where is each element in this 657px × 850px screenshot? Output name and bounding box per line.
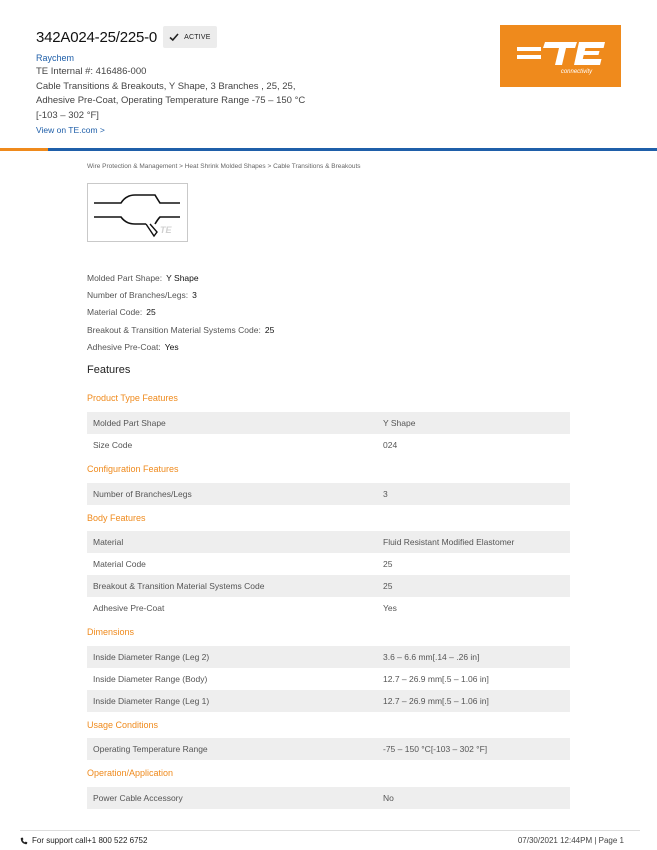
description-line: Adhesive Pre-Coat, Operating Temperature Range -75 – 150 °C: [36, 95, 306, 106]
title-row: [36, 26, 217, 48]
status-text: ACTIVE: [184, 33, 211, 41]
features-heading: Features: [87, 364, 131, 376]
header-divider: [48, 148, 657, 151]
footer-divider: [20, 830, 640, 831]
table-row: Breakout & Transition Material Systems Code 25: [87, 575, 570, 597]
footer-support: [20, 836, 147, 845]
breadcrumb[interactable]: Wire Protection & Management > Heat Shrink Molded Shapes > Cable Transitions & Breakouts: [87, 163, 361, 170]
internal-number: TE Internal #: 416486-000: [36, 66, 147, 77]
attribute-summary: [87, 273, 274, 359]
header-divider-accent: [0, 148, 48, 151]
check-icon: [168, 31, 180, 43]
section-title: Usage Conditions: [87, 720, 159, 730]
view-on-te-link[interactable]: View on TE.com >: [36, 125, 105, 135]
table-row: Material Fluid Resistant Modified Elastomer: [87, 531, 570, 553]
te-connectivity-logo: [500, 25, 621, 87]
product-image: [87, 183, 188, 242]
section-title: Body Features: [87, 513, 146, 523]
phone-icon: [20, 837, 28, 845]
logo-subtitle: connectivity: [560, 68, 593, 75]
section-title: Operation/Application: [87, 768, 174, 778]
description-line: [-103 – 302 °F]: [36, 109, 99, 121]
table-row: Adhesive Pre-Coat Yes: [93, 603, 397, 613]
part-number: 342A024-25/225-0: [36, 28, 158, 46]
footer-timestamp: 07/30/2021 12:44PM | Page 1: [517, 836, 624, 845]
table-row: Inside Diameter Range (Body) 12.7 – 26.9 mm[.5 – 1.06 in]: [93, 674, 489, 684]
svg-text:TE: TE: [160, 225, 172, 235]
table-row: Inside Diameter Range (Leg 2) 3.6 – 6.6 mm[.14 – .26 in]: [87, 646, 570, 668]
cable-transition-drawing: [88, 184, 187, 241]
attribute-row: Material Code: 25: [87, 307, 156, 318]
brand-link[interactable]: Raychem: [36, 53, 75, 63]
te-logo-icon: [515, 38, 607, 68]
attribute-row: Breakout & Transition Material Systems Code: 25: [87, 324, 275, 335]
table-row: Material Code 25: [93, 559, 393, 569]
attribute-row: Number of Branches/Legs: 3: [87, 290, 197, 301]
attribute-row: Molded Part Shape: Y Shape: [87, 273, 199, 283]
table-row: Operating Temperature Range -75 – 150 °C[-103 – 302 °F]: [87, 738, 570, 760]
product-description: [36, 65, 336, 123]
status-badge: [163, 26, 216, 48]
section-title: Dimensions: [87, 627, 135, 637]
table-row: Molded Part Shape Y Shape: [87, 412, 570, 434]
table-row: Size Code 024: [93, 440, 398, 450]
page-header: [0, 0, 657, 148]
table-row: Inside Diameter Range (Leg 1) 12.7 – 26.9 mm[.5 – 1.06 in]: [87, 690, 570, 712]
section-title: Product Type Features: [87, 393, 178, 403]
attribute-row: Adhesive Pre-Coat: Yes: [87, 341, 179, 352]
description-line: Cable Transitions & Breakouts, Y Shape, 3 Branches , 25, 25,: [36, 80, 296, 92]
section-title: Configuration Features: [87, 464, 179, 474]
support-text: For support call+1 800 522 6752: [32, 836, 148, 845]
table-row: Power Cable Accessory No: [87, 787, 570, 809]
table-row: Number of Branches/Legs 3: [87, 483, 570, 505]
